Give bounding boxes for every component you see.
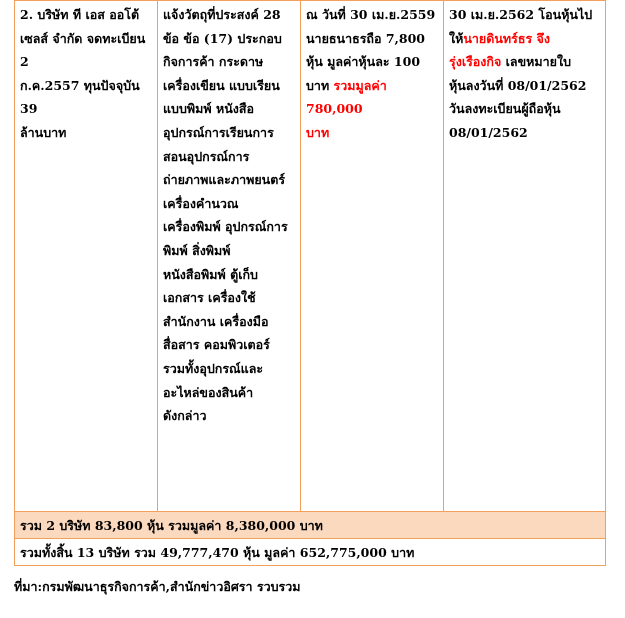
business-objective-cell bbox=[158, 1, 301, 512]
source-note: ที่มา:กรมพัฒนาธุรกิจการค้า,สำนักข่าวอิศรา รวบรวม bbox=[14, 579, 301, 594]
company-info-cell bbox=[15, 1, 158, 512]
share-holding-cell bbox=[301, 1, 444, 512]
share-holding-text: ณ วันที่ 30 เม.ย.2559 นายธนาธรถือ 7,800 หุ้น มูลค่าหุ้นละ 100 บาท bbox=[306, 7, 436, 93]
share-transfer-text-start: 30 เม.ย.2562 โอนหุ้นไป ให้ bbox=[449, 7, 593, 46]
business-objective-text: แจ้งวัตถุที่ประสงค์ 28 ข้อ ข้อ (17) ประกอบ กิจการค้า กระดาษ เครื่องเขียน แบบเรียน แบบพิมพ์ หนังสือ อุปกรณ์การเรียนการ สอนอุปกรณ์การ ถ่ายภาพและภาพยนตร์ เครื่องคำนวณ เครื่องพิมพ์ อุปกรณ์การ พิมพ์ สิ่งพิมพ์ หนังสือพิมพ์ ตู้เก็บ เอกสาร เครื่องใช้ สำนักงาน เครื่องมือ สื่อสาร คอมพิวเตอร์ รวมทั้งอุปกรณ์และ อะไหล่ของสินค้า ดังกล่าว bbox=[163, 7, 288, 424]
share-transfer-text-end: เลขหมายใบ หุ้นลงวันที่ 08/01/2562 วันลงทะเบียนผู้ถือหุ้น 08/01/2562 bbox=[449, 54, 587, 140]
grand-total-row bbox=[15, 539, 606, 566]
transferee-name-highlight: นายดินทร์ธร จึง รุ่งเรืองกิจ bbox=[449, 30, 550, 70]
share-transfer-cell bbox=[444, 1, 606, 512]
subtotal-text: รวม 2 บริษัท 83,800 หุ้น รวมมูลค่า 8,380,000 บาท bbox=[15, 512, 606, 539]
shareholding-table bbox=[14, 0, 606, 566]
shareholding-document bbox=[14, 0, 605, 566]
grand-total-text: รวมทั้งสิ้น 13 บริษัท รวม 49,777,470 หุ้น มูลค่า 652,775,000 บาท bbox=[15, 539, 606, 566]
share-value-highlight: รวมมูลค่า 780,000 บาท bbox=[306, 77, 387, 140]
subtotal-row bbox=[15, 512, 606, 539]
company-info-text: 2. บริษัท ที เอส ออโต้ เซลส์ จำกัด จดทะเบียน 2 ก.ค.2557 ทุนปัจจุบัน 39 ล้านบาท bbox=[20, 7, 146, 140]
table-row bbox=[15, 1, 606, 512]
